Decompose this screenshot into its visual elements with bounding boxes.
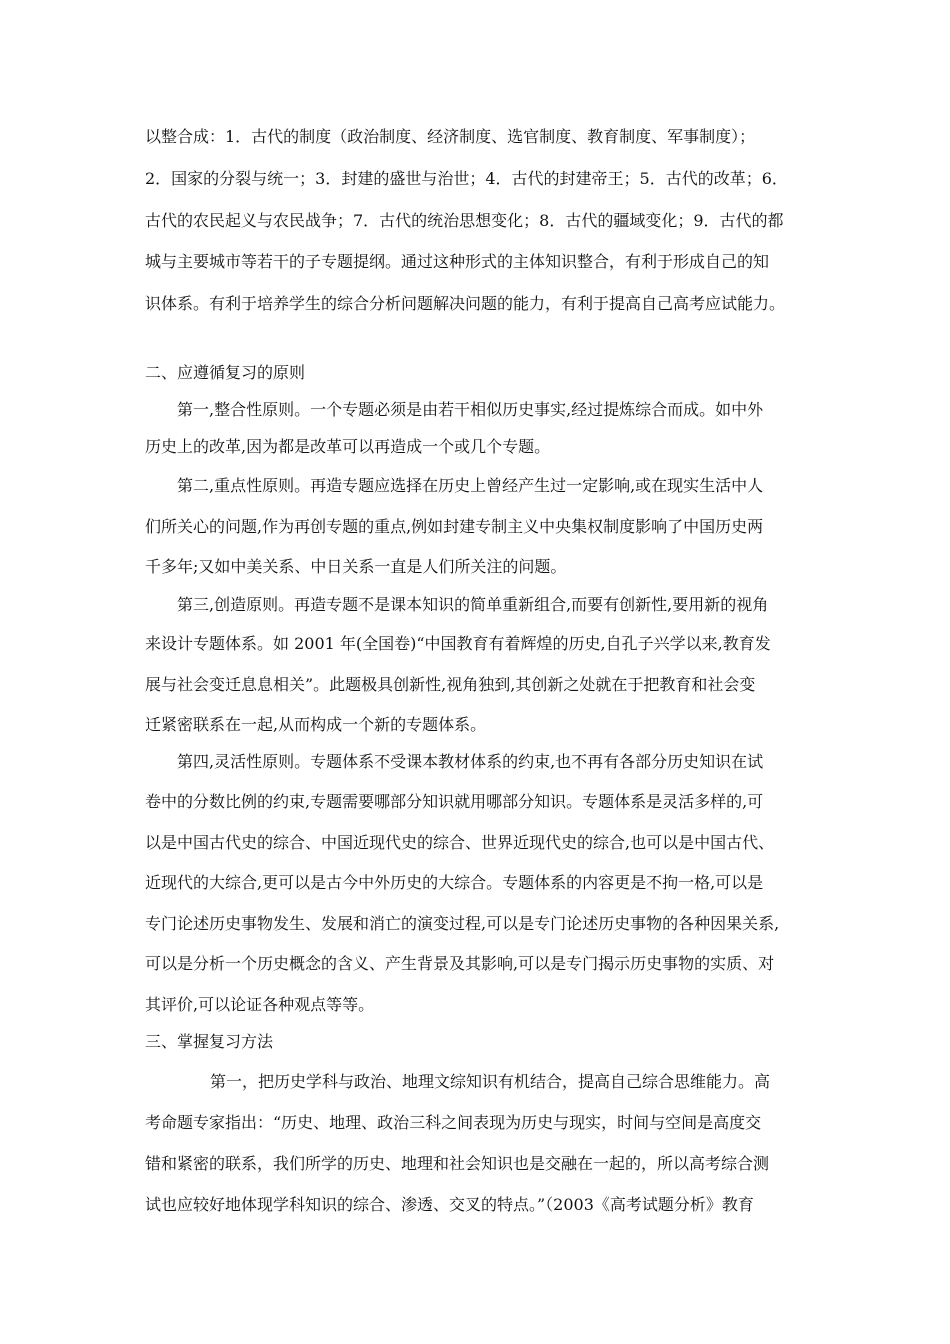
text-line: 可以是分析一个历史概念的含义、产生背景及其影响,可以是专门揭示历史事物的实质、对 [145, 954, 775, 973]
text-line: 2．国家的分裂与统一；3．封建的盛世与治世；4．古代的封建帝王；5．古代的改革；6． [145, 169, 788, 188]
text-line: 近现代的大综合,更可以是古今中外历史的大综合。专题体系的内容更是不拘一格,可以是 [145, 873, 764, 892]
text-line: 识体系。有利于培养学生的综合分析问题解决问题的能力，有利于提高自己高考应试能力。 [145, 294, 786, 313]
text-line: 古代的农民起义与农民战争；7．古代的统治思想变化；8．古代的疆域变化；9．古代的都 [145, 211, 784, 230]
text-line: 们所关心的问题,作为再创专题的重点,例如封建专制主义中央集权制度影响了中国历史两 [145, 517, 764, 536]
text-line: 第四,灵活性原则。专题体系不受课本教材体系的约束,也不再有各部分历史知识在试 [177, 752, 764, 771]
text-line: 专门论述历史事物发生、发展和消亡的演变过程,可以是专门论述历史事物的各种因果关系, [145, 914, 780, 933]
text-line: 第一，把历史学科与政治、地理文综知识有机结合，提高自己综合思维能力。高 [210, 1072, 771, 1091]
text-line: 第三,创造原则。再造专题不是课本知识的简单重新组合,而要有创新性,要用新的视角 [177, 595, 769, 614]
text-line: 第一,整合性原则。一个专题必须是由若干相似历史事实,经过提炼综合而成。如中外 [177, 400, 764, 419]
text-line: 考命题专家指出：“历史、地理、政治三科之间表现为历史与现实，时间与空间是高度交 [145, 1113, 762, 1132]
text-line: 千多年;又如中美关系、中日关系一直是人们所关注的问题。 [145, 557, 567, 576]
text-line: 卷中的分数比例的约束,专题需要哪部分知识就用哪部分知识。专题体系是灵活多样的,可 [145, 792, 764, 811]
text-line: 展与社会变迁息息相关”。此题极具创新性,视角独到,其创新之处就在于把教育和社会变 [145, 675, 756, 694]
text-line: 试也应较好地体现学科知识的综合、渗透、交叉的特点。”（2003《高考试题分析》教育 [145, 1195, 754, 1214]
text-line: 来设计专题体系。如 2001 年(全国卷)“中国教育有着辉煌的历史,自孔子兴学以来,教育发 [145, 634, 771, 653]
text-line: 以整合成：1．古代的制度（政治制度、经济制度、选官制度、教育制度、军事制度）； [145, 127, 756, 146]
section-heading: 三、掌握复习方法 [145, 1032, 274, 1051]
text-line: 以是中国古代史的综合、中国近现代史的综合、世界近现代史的综合,也可以是中国古代、 [145, 833, 775, 852]
text-line: 城与主要城市等若干的子专题提纲。通过这种形式的主体知识整合，有利于形成自己的知 [145, 252, 770, 271]
text-line: 历史上的改革,因为都是改革可以再造成一个或几个专题。 [145, 437, 551, 456]
text-line: 迁紧密联系在一起,从而构成一个新的专题体系。 [145, 715, 487, 734]
text-line: 其评价,可以论证各种观点等等。 [145, 995, 375, 1014]
section-heading: 二、应遵循复习的原则 [145, 363, 306, 382]
text-line: 错和紧密的联系，我们所学的历史、地理和社会知识也是交融在一起的，所以高考综合测 [145, 1154, 770, 1173]
text-line: 第二,重点性原则。再造专题应选择在历史上曾经产生过一定影响,或在现实生活中人 [177, 476, 764, 495]
